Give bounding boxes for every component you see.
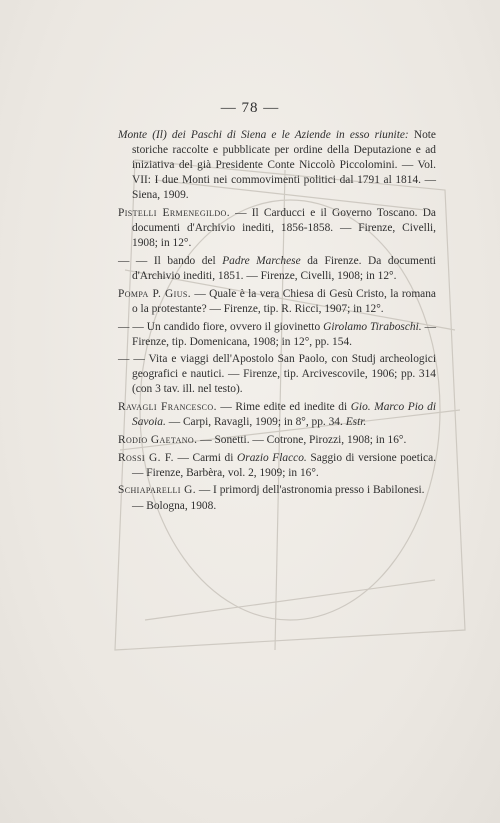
entry-author: — — (118, 353, 145, 366)
entry-text: — I primordj dell'astronomia presso i Babilonesi. — Bologna, 1908. (132, 484, 425, 512)
entry-author: Schiaparelli G. (118, 484, 196, 497)
entry-text: Un candido fiore, ovvero il giovinetto (143, 320, 324, 333)
entry-ravagli (118, 400, 436, 430)
entry-text: — Quale è la vera Chiesa di Gesù Cristo, la romana o la protestante? — Firenze, tip. R. Ricci, 1907; in 12°. (132, 287, 436, 315)
entry-monte-paschi (118, 128, 436, 203)
entry-author: Rossi G. F. (118, 451, 174, 464)
entry-rodio (118, 433, 436, 448)
page-number: — 78 — (220, 100, 280, 116)
entry-text: — Carmi di (173, 451, 238, 464)
entry-note: Estr. (345, 416, 367, 429)
entry-pompa (118, 287, 436, 317)
entry-text-2: Saggio di versione poetica. — Firenze, Barbèra, vol. 2, 1909; in 16°. (132, 451, 436, 479)
entry-title: Padre Marchese (222, 254, 301, 267)
entry-author: Pistelli Ermenegildo. (118, 207, 230, 220)
entry-text: Vita e viaggi dell'Apostolo San Paolo, con Studj archeologici geografici e nautici. — Firenze, tip. Arcivescovile, 1906; pp. 314 (con 3 tav. ill. nel testo). (132, 353, 437, 396)
entry-title: Girolamo Tiraboschi. (323, 320, 422, 333)
entry-text: — Rime edite ed inedite di (216, 401, 351, 414)
entry-schiaparelli (118, 483, 436, 513)
entry-pistelli-bando (118, 254, 436, 284)
entry-text-2: — Carpi, Ravagli, 1909; in 8°, pp. 34. (165, 416, 346, 429)
entry-text-2: — Firenze, tip. Domenicana, 1908; in 12°, pp. 154. (132, 320, 436, 348)
entry-text: Il bando del (147, 254, 223, 267)
entry-author: Pompa P. Gius. (118, 287, 191, 300)
entry-author: — — (118, 254, 148, 267)
entry-rossi (118, 451, 436, 481)
entry-text: — Sonetti. — Cotrone, Pirozzi, 1908; in 16°. (197, 433, 407, 446)
entry-author: Ravagli Francesco. (118, 401, 217, 414)
entry-title: Gio. Marco Pio di Savoia. (132, 401, 436, 429)
entry-author: — — (118, 320, 144, 333)
entry-title: Orazio Flacco. (237, 451, 307, 464)
entry-text-2: da Firenze. Da documenti d'Archivio inediti, 1851. — Firenze, Civelli, 1908; in 12°. (132, 254, 436, 283)
entry-text: — Il Carducci e il Governo Toscano. Da documenti d'Archivio inediti, 1856-1858. — Firenze, Civelli, 1908; in 12°. (132, 207, 436, 250)
entry-title: Monte (Il) dei Paschi di Siena e le Aziende in esso riunite: (118, 129, 409, 141)
entry-text: Note storiche raccolte e pubblicate per ordine della Deputazione e ad iniziativa del già Presidente Conte Niccolò Piccolomini. — Vol. VII: I due Monti nei commovimenti politici dal 1791 al 1814. — Siena, 1909. (132, 129, 436, 202)
entry-pistelli (118, 206, 436, 251)
entry-pompa-vita (118, 352, 436, 397)
entry-pompa-fiore (118, 320, 436, 350)
entry-author: Rodio Gaetano. (118, 433, 198, 446)
bibliography-list (118, 128, 436, 516)
